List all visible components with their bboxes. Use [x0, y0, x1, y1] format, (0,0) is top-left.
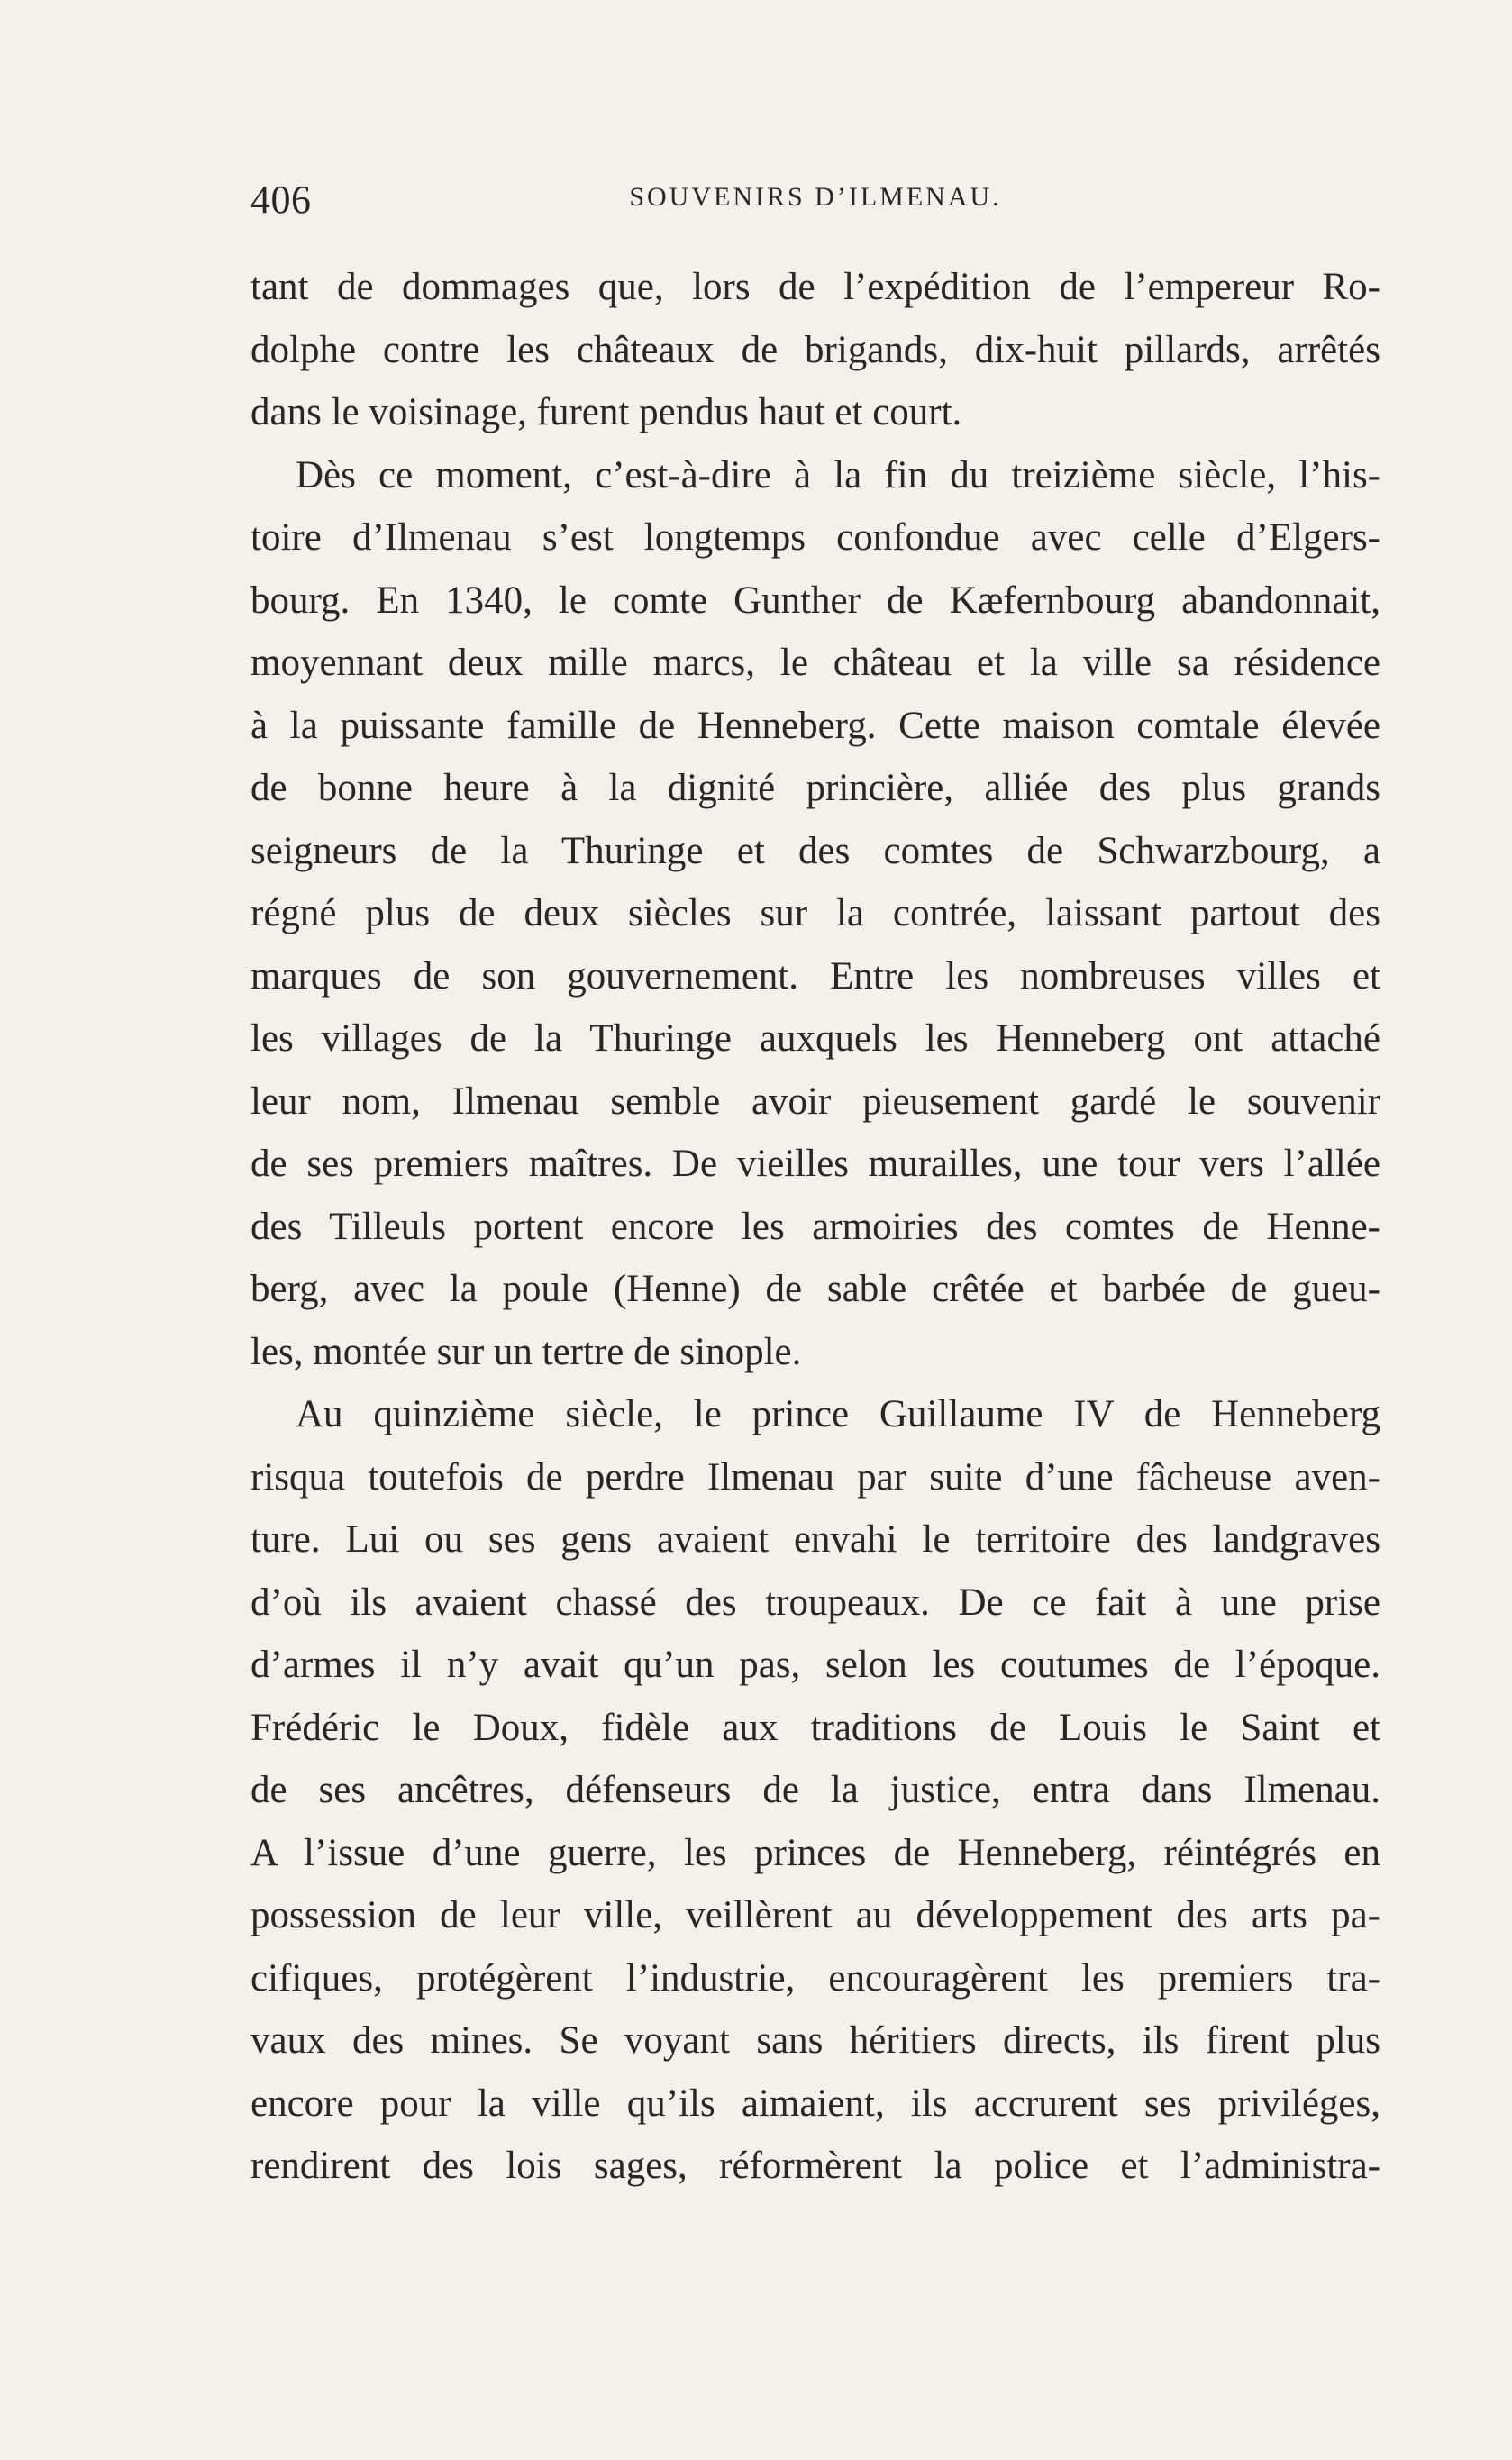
text-line: berg, avec la poule (Henne) de sable crêtée et barbée de gueu- — [250, 1268, 1380, 1310]
text-line: moyennant deux mille marcs, le château et la ville sa résidence — [250, 642, 1380, 684]
text-line: A l’issue d’une guerre, les princes de Henneberg, réintégrés en — [250, 1831, 1380, 1874]
text-line: d’où ils avaient chassé des troupeaux. De ce fait à une prise — [250, 1581, 1380, 1624]
text-line: encore pour la ville qu’ils aimaient, ils accrurent ses priviléges, — [250, 2082, 1380, 2125]
text-line: des Tilleuls portent encore les armoiries des comtes de Henne- — [250, 1205, 1380, 1248]
text-line: possession de leur ville, veillèrent au développement des arts pa- — [250, 1894, 1380, 1936]
text-line: Frédéric le Doux, fidèle aux traditions de Louis le Saint et — [250, 1706, 1380, 1749]
text-line: toire d’Ilmenau s’est longtemps confondue avec celle d’Elgers- — [250, 516, 1380, 559]
page-number: 406 — [250, 178, 312, 222]
text-line: Au quinzième siècle, le prince Guillaume IV de Henneberg — [296, 1393, 1380, 1435]
text-line: marques de son gouvernement. Entre les nombreuses villes et — [250, 954, 1380, 998]
text-line: de bonne heure à la dignité princière, alliée des plus grands — [250, 767, 1380, 809]
text-line: cifiques, protégèrent l’industrie, encouragèrent les premiers tra- — [250, 1956, 1380, 2000]
text-line: vaux des mines. Se voyant sans héritiers directs, ils firent plus — [250, 2019, 1380, 2062]
text-line: de ses premiers maîtres. De vieilles murailles, une tour vers l’allée — [250, 1143, 1380, 1185]
text-line: Dès ce moment, c’est-à-dire à la fin du treizième siècle, l’his- — [296, 453, 1380, 497]
text-line: dolphe contre les châteaux de brigands, dix-huit pillards, arrêtés — [250, 328, 1380, 371]
text-line: seigneurs de la Thuringe et des comtes de Schwarzbourg, a — [250, 829, 1380, 872]
text-line: dans le voisinage, furent pendus haut et court. — [250, 391, 962, 433]
text-line: les villages de la Thuringe auxquels les Henneberg ont attaché — [250, 1017, 1380, 1060]
running-title: SOUVENIRS D’ILMENAU. — [629, 182, 1002, 212]
text-line: tant de dommages que, lors de l’expédition de l’empereur Ro- — [250, 266, 1380, 308]
text-line: régné plus de deux siècles sur la contrée, laissant partout des — [250, 892, 1380, 934]
text-line: de ses ancêtres, défenseurs de la justice, entra dans Ilmenau. — [250, 1769, 1380, 1811]
text-line: bourg. En 1340, le comte Gunther de Kæfernbourg abandonnait, — [250, 579, 1380, 622]
page-header — [250, 177, 1380, 231]
body-text — [250, 256, 1380, 2198]
text-line: leur nom, Ilmenau semble avoir pieusement gardé le souvenir — [250, 1080, 1380, 1123]
text-line: d’armes il n’y avait qu’un pas, selon les coutumes de l’époque. — [250, 1644, 1380, 1686]
text-line: ture. Lui ou ses gens avaient envahi le territoire des landgraves — [250, 1518, 1380, 1561]
text-line: rendirent des lois sages, réformèrent la police et l’administra- — [250, 2145, 1380, 2187]
text-line: risqua toutefois de perdre Ilmenau par suite d’une fâcheuse aven- — [250, 1455, 1380, 1499]
text-line: les, montée sur un tertre de sinople. — [250, 1330, 802, 1373]
text-line: à la puissante famille de Henneberg. Cette maison comtale élevée — [250, 704, 1380, 747]
